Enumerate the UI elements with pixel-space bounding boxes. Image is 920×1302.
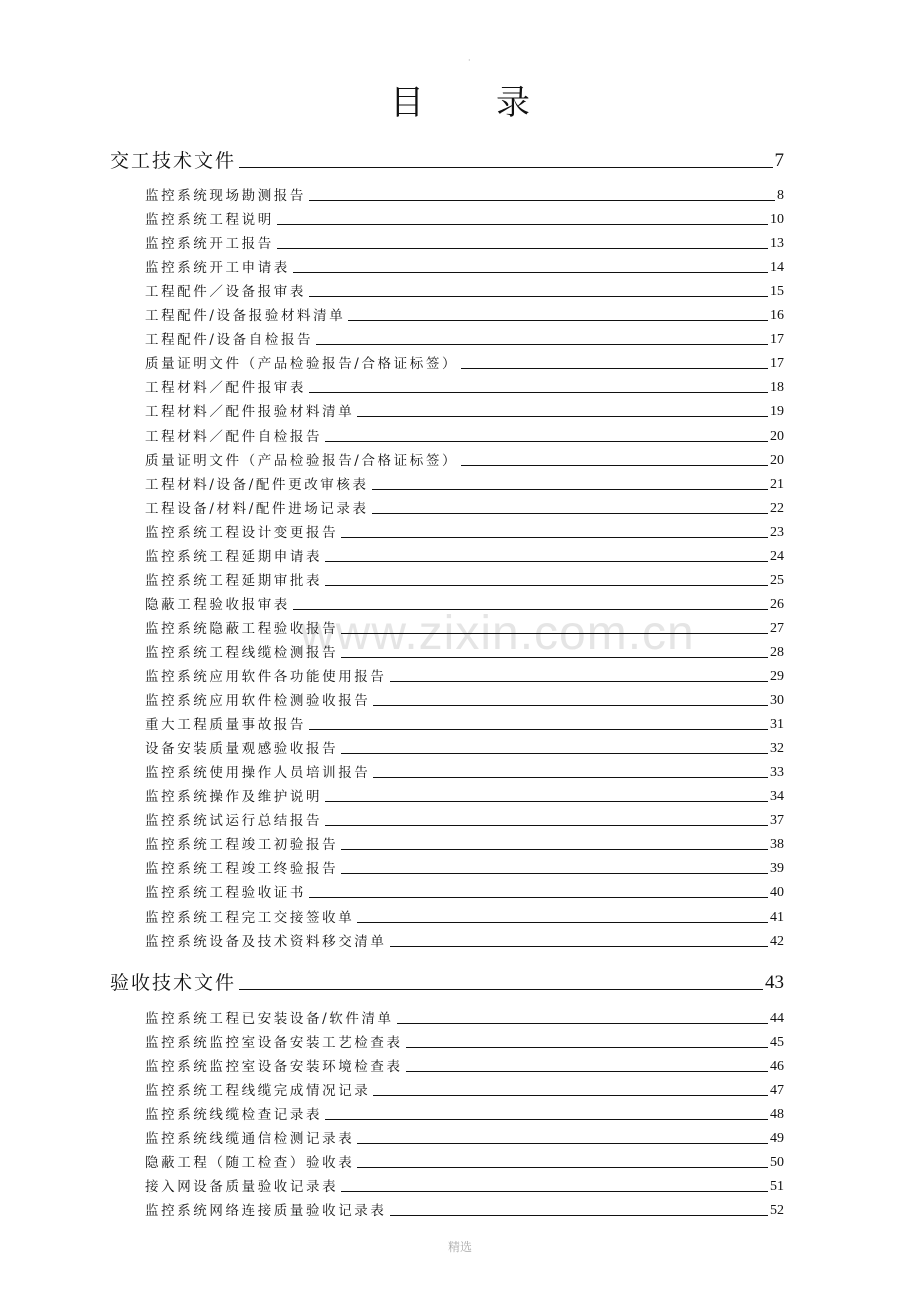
toc-entry[interactable] xyxy=(145,184,784,204)
toc-entry-page: 44 xyxy=(770,1011,784,1026)
toc-entry-page: 50 xyxy=(770,1155,784,1171)
toc-entry-label: 监控系统工程完工交接签收单 xyxy=(145,909,355,926)
toc-entry[interactable] xyxy=(145,665,784,685)
toc-entry[interactable] xyxy=(145,232,784,252)
toc-entry-page: 29 xyxy=(770,669,784,684)
toc-section-title: 验收技术文件 xyxy=(110,972,237,994)
toc-leader-line xyxy=(325,801,768,802)
toc-entry-page: 19 xyxy=(770,404,784,420)
toc-entry[interactable] xyxy=(145,352,784,372)
toc-entry-page: 52 xyxy=(770,1203,784,1219)
toc-leader-line xyxy=(390,946,769,947)
toc-leader-line xyxy=(325,1119,768,1120)
toc-entry[interactable] xyxy=(145,1199,784,1219)
toc-leader-line xyxy=(309,729,768,730)
toc-entry-label: 监控系统工程线缆检测报告 xyxy=(145,644,339,661)
page-footer: 精选 xyxy=(447,1240,472,1254)
toc-entry-label: 工程材料／配件报审表 xyxy=(145,380,306,397)
toc-entry-label: 隐蔽工程（随工检查）验收表 xyxy=(145,1155,355,1172)
toc-leader-line xyxy=(406,1071,768,1072)
toc-entry[interactable] xyxy=(145,1175,784,1195)
toc-leader-line xyxy=(372,489,768,490)
toc-entry-page: 47 xyxy=(770,1083,784,1099)
toc-entry[interactable] xyxy=(145,569,784,589)
toc-entry-label: 监控系统试运行总结报告 xyxy=(145,813,323,830)
toc-entry-label: 监控系统监控室设备安装工艺检查表 xyxy=(145,1035,403,1052)
toc-entry-label: 设备安装质量观感验收报告 xyxy=(145,741,339,758)
toc-entry-page: 32 xyxy=(770,741,784,757)
toc-entry[interactable] xyxy=(145,689,784,709)
toc-entry-label: 工程材料／配件自检报告 xyxy=(145,428,323,445)
toc-leader-line xyxy=(316,344,768,345)
toc-entry[interactable] xyxy=(145,1151,784,1171)
toc-leader-line xyxy=(309,200,775,201)
toc-entry-label: 接入网设备质量验收记录表 xyxy=(145,1179,339,1196)
toc-entry[interactable] xyxy=(145,304,784,324)
toc-entry[interactable] xyxy=(145,833,784,853)
toc-entry-page: 45 xyxy=(770,1035,784,1051)
toc-entry-label: 监控系统操作及维护说明 xyxy=(145,789,323,806)
toc-entry-page: 23 xyxy=(770,524,784,540)
toc-entry-page: 22 xyxy=(770,500,784,516)
toc-entry[interactable] xyxy=(145,1127,784,1147)
toc-leader-line xyxy=(239,989,763,990)
toc-entry-page: 18 xyxy=(770,380,784,396)
toc-entry-page: 34 xyxy=(770,789,784,805)
toc-entry-page: 30 xyxy=(770,693,784,709)
toc-leader-line xyxy=(341,753,768,754)
toc-entry[interactable] xyxy=(145,761,784,781)
toc-leader-line xyxy=(390,681,769,682)
toc-entry-page: 25 xyxy=(770,572,784,588)
toc-entry-page: 28 xyxy=(770,644,784,660)
toc-entry-page: 31 xyxy=(770,717,784,733)
watermark: www.zixin.com.cn xyxy=(300,607,695,660)
toc-entry-label: 监控系统工程延期申请表 xyxy=(145,548,323,565)
toc-entry[interactable] xyxy=(145,376,784,396)
toc-leader-line xyxy=(373,1095,768,1096)
toc-entry-label: 工程配件/设备报验材料清单 xyxy=(145,308,346,325)
toc-leader-line xyxy=(309,897,768,898)
toc-entry-page: 17 xyxy=(770,332,784,348)
toc-entry[interactable] xyxy=(145,497,784,517)
toc-section[interactable] xyxy=(110,964,784,994)
toc-entry-page: 8 xyxy=(777,188,784,203)
toc-leader-line xyxy=(309,392,768,393)
toc-entry-page: 33 xyxy=(770,765,784,781)
toc-entry-page: 20 xyxy=(770,452,784,468)
toc-leader-line xyxy=(357,416,768,417)
toc-entry[interactable] xyxy=(145,906,784,926)
toc-entry-page: 27 xyxy=(770,620,784,636)
toc-leader-line xyxy=(461,368,768,369)
toc-entry[interactable] xyxy=(145,521,784,541)
toc-leader-line xyxy=(373,705,768,706)
toc-leader-line xyxy=(325,561,768,562)
toc-leader-line xyxy=(406,1047,768,1048)
toc-section-page: 7 xyxy=(774,150,784,171)
toc-entry[interactable] xyxy=(145,256,784,276)
toc-entry-page: 46 xyxy=(770,1059,784,1075)
toc-entry-page: 37 xyxy=(770,813,784,829)
toc-entry-label: 质量证明文件（产品检验报告/合格证标签） xyxy=(145,452,459,469)
toc-section[interactable] xyxy=(110,142,784,172)
toc-entry-page: 41 xyxy=(770,909,784,925)
toc-entry-page: 39 xyxy=(770,861,784,877)
toc-leader-line xyxy=(372,513,768,514)
toc-leader-line xyxy=(373,777,768,778)
toc-entry[interactable] xyxy=(145,208,784,228)
toc-entry-label: 质量证明文件（产品检验报告/合格证标签） xyxy=(145,356,459,373)
toc-leader-line xyxy=(390,1215,769,1216)
top-mark: · xyxy=(468,56,471,65)
toc-section-title: 交工技术文件 xyxy=(110,150,237,172)
toc-entry-label: 监控系统工程延期审批表 xyxy=(145,572,323,589)
toc-entry-label: 监控系统线缆检查记录表 xyxy=(145,1107,323,1124)
toc-entry-page: 26 xyxy=(770,596,784,612)
toc-entry-label: 监控系统设备及技术资料移交清单 xyxy=(145,933,387,950)
toc-entry[interactable] xyxy=(145,545,784,565)
toc-entry-label: 监控系统现场勘测报告 xyxy=(145,188,306,204)
toc-entry[interactable] xyxy=(145,328,784,348)
toc-leader-line xyxy=(239,167,772,168)
toc-entry-label: 监控系统工程线缆完成情况记录 xyxy=(145,1083,371,1100)
toc-leader-line xyxy=(357,1143,768,1144)
toc-leader-line xyxy=(341,657,768,658)
toc-leader-line xyxy=(397,1023,768,1024)
toc-leader-line xyxy=(293,272,768,273)
toc-leader-line xyxy=(277,248,768,249)
toc-entry[interactable] xyxy=(145,1055,784,1075)
toc-entry[interactable] xyxy=(145,1079,784,1099)
toc-entry-label: 监控系统使用操作人员培训报告 xyxy=(145,765,371,782)
toc-entry-page: 20 xyxy=(770,428,784,444)
toc-entry[interactable] xyxy=(145,473,784,493)
toc-entry-label: 工程材料/设备/配件更改审核表 xyxy=(145,476,369,493)
page-title: 目录 xyxy=(390,83,602,123)
toc-entry-page: 17 xyxy=(770,356,784,372)
toc-leader-line xyxy=(341,1191,768,1192)
toc-entry-page: 48 xyxy=(770,1107,784,1123)
toc-entry[interactable] xyxy=(145,400,784,420)
toc-section-page: 43 xyxy=(765,972,784,993)
toc-entry[interactable] xyxy=(145,930,784,950)
toc-entry-label: 监控系统开工申请表 xyxy=(145,260,290,277)
toc-entry[interactable] xyxy=(145,593,784,613)
toc-entry-page: 13 xyxy=(770,236,784,252)
toc-entry-label: 监控系统应用软件检测验收报告 xyxy=(145,693,371,710)
toc-entry-page: 10 xyxy=(770,212,784,228)
toc-leader-line xyxy=(325,825,768,826)
toc-entry-label: 重大工程质量事故报告 xyxy=(145,717,306,734)
toc-leader-line xyxy=(293,609,768,610)
toc-entry[interactable] xyxy=(145,713,784,733)
toc-entry-page: 21 xyxy=(770,476,784,492)
toc-entry-label: 隐蔽工程验收报审表 xyxy=(145,596,290,613)
toc-entry[interactable] xyxy=(145,1007,784,1027)
toc-entry-label: 监控系统应用软件各功能使用报告 xyxy=(145,669,387,685)
toc-leader-line xyxy=(461,465,768,466)
toc-leader-line xyxy=(309,296,768,297)
toc-entry[interactable] xyxy=(145,641,784,661)
toc-entry[interactable] xyxy=(145,785,784,805)
toc-entry-label: 监控系统监控室设备安装环境检查表 xyxy=(145,1059,403,1076)
toc-entry-page: 24 xyxy=(770,548,784,564)
toc-leader-line xyxy=(348,320,768,321)
toc-entry-label: 监控系统工程说明 xyxy=(145,212,274,229)
toc-leader-line xyxy=(341,873,768,874)
toc-entry-label: 工程配件/设备自检报告 xyxy=(145,332,314,349)
toc-entry-page: 51 xyxy=(770,1179,784,1195)
toc-entry[interactable] xyxy=(145,737,784,757)
toc-entry-label: 监控系统工程竣工初验报告 xyxy=(145,837,339,854)
toc-leader-line xyxy=(277,224,768,225)
toc-leader-line xyxy=(341,633,768,634)
toc-leader-line xyxy=(325,441,768,442)
toc-entry-label: 工程材料／配件报验材料清单 xyxy=(145,404,355,421)
toc-entry-page: 42 xyxy=(770,933,784,949)
toc-entry-page: 16 xyxy=(770,308,784,324)
toc-leader-line xyxy=(357,922,768,923)
toc-entry[interactable] xyxy=(145,1031,784,1051)
toc-entry-label: 监控系统开工报告 xyxy=(145,236,274,253)
toc-entry[interactable] xyxy=(145,425,784,445)
toc-leader-line xyxy=(357,1167,768,1168)
toc-entry-label: 监控系统网络连接质量验收记录表 xyxy=(145,1203,387,1220)
toc-entry-label: 监控系统工程竣工终验报告 xyxy=(145,861,339,878)
toc-entry-label: 工程设备/材料/配件进场记录表 xyxy=(145,500,369,517)
toc-entry-label: 监控系统工程设计变更报告 xyxy=(145,524,339,541)
toc-entry-page: 40 xyxy=(770,885,784,901)
toc-entry[interactable] xyxy=(145,280,784,300)
toc-entry-label: 工程配件／设备报审表 xyxy=(145,284,306,301)
toc-entry-label: 监控系统工程已安装设备/软件清单 xyxy=(145,1011,394,1027)
toc-entry[interactable] xyxy=(145,1103,784,1123)
toc-entry[interactable] xyxy=(145,881,784,901)
toc-entry[interactable] xyxy=(145,617,784,637)
toc-entry[interactable] xyxy=(145,809,784,829)
toc-entry-label: 监控系统隐蔽工程验收报告 xyxy=(145,620,339,637)
toc-leader-line xyxy=(325,585,768,586)
toc-entry-page: 14 xyxy=(770,260,784,276)
toc-leader-line xyxy=(341,849,768,850)
toc-entry[interactable] xyxy=(145,449,784,469)
toc-entry[interactable] xyxy=(145,857,784,877)
toc-entry-page: 38 xyxy=(770,837,784,853)
toc-entry-page: 49 xyxy=(770,1131,784,1147)
toc-entry-label: 监控系统线缆通信检测记录表 xyxy=(145,1131,355,1148)
toc-leader-line xyxy=(341,537,768,538)
toc-entry-page: 15 xyxy=(770,284,784,300)
toc-entry-label: 监控系统工程验收证书 xyxy=(145,885,306,902)
